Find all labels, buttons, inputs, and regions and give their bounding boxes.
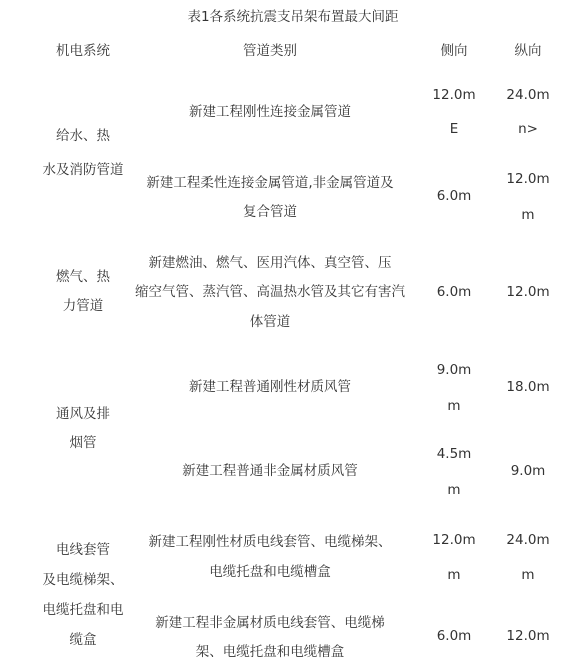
lateral-value: E <box>449 121 459 137</box>
lateral-value: 9.0m <box>436 362 472 378</box>
pipe-type-line: 缩空气管、蒸汽管、高温热水管及其它有害汽 <box>135 284 405 300</box>
longitudinal-value: m <box>521 207 535 223</box>
longitudinal-value: 12.0m <box>506 284 550 300</box>
lateral-value: 6.0m <box>436 284 472 300</box>
longitudinal-value: 24.0m <box>506 532 550 548</box>
lateral-value: m <box>447 567 461 583</box>
system-name-line: 通风及排 <box>56 406 110 422</box>
longitudinal-value: n> <box>518 121 538 137</box>
lateral-value: 4.5m <box>436 446 472 462</box>
header-longitudinal: 纵向 <box>514 43 542 59</box>
lateral-value: 12.0m <box>432 532 476 548</box>
lateral-value: m <box>447 398 461 414</box>
header-pipe-type: 管道类别 <box>243 43 297 59</box>
system-name-line: 缆盒 <box>69 632 97 648</box>
system-name-line: 电线套管 <box>56 542 110 558</box>
system-name-line: 给水、热 <box>56 128 110 144</box>
header-lateral: 侧向 <box>440 43 468 59</box>
system-name-line: 烟管 <box>69 435 97 451</box>
pipe-type-line: 体管道 <box>249 314 291 330</box>
system-name-line: 力管道 <box>62 298 104 314</box>
pipe-type-line: 架、电缆托盘和电缆槽盒 <box>195 644 345 660</box>
pipe-type-line: 电缆托盘和电缆槽盒 <box>209 564 331 580</box>
system-name-line: 及电缆梯架、 <box>42 572 124 588</box>
longitudinal-value: 18.0m <box>506 379 550 395</box>
pipe-type-line: 新建工程刚性材质电线套管、电缆梯架、 <box>148 534 392 550</box>
pipe-type-line: 新建工程刚性连接金属管道 <box>189 104 351 120</box>
header-system: 机电系统 <box>56 43 110 59</box>
pipe-type-line: 新建工程普通非金属材质风管 <box>182 463 358 479</box>
lateral-value: m <box>447 482 461 498</box>
pipe-type-line: 新建燃油、燃气、医用汽体、真空管、压 <box>148 255 392 271</box>
longitudinal-value: 12.0m <box>506 628 550 644</box>
pipe-type-line: 新建工程非金属材质电线套管、电缆梯 <box>155 615 385 631</box>
lateral-value: 12.0m <box>432 87 476 103</box>
system-name-line: 燃气、热 <box>56 269 110 285</box>
pipe-type-line: 新建工程柔性连接金属管道,非金属管道及 <box>146 175 394 191</box>
lateral-value: 6.0m <box>436 628 472 644</box>
table-title: 表1各系统抗震支吊架布置最大间距 <box>187 9 399 25</box>
system-name-line: 电缆托盘和电 <box>42 602 124 618</box>
system-name-line: 水及消防管道 <box>42 162 124 178</box>
longitudinal-value: 24.0m <box>506 87 550 103</box>
lateral-value: 6.0m <box>436 188 472 204</box>
pipe-type-line: 复合管道 <box>243 204 297 220</box>
pipe-type-line: 新建工程普通刚性材质风管 <box>189 379 351 395</box>
longitudinal-value: 9.0m <box>510 463 546 479</box>
longitudinal-value: m <box>521 567 535 583</box>
longitudinal-value: 12.0m <box>506 171 550 187</box>
